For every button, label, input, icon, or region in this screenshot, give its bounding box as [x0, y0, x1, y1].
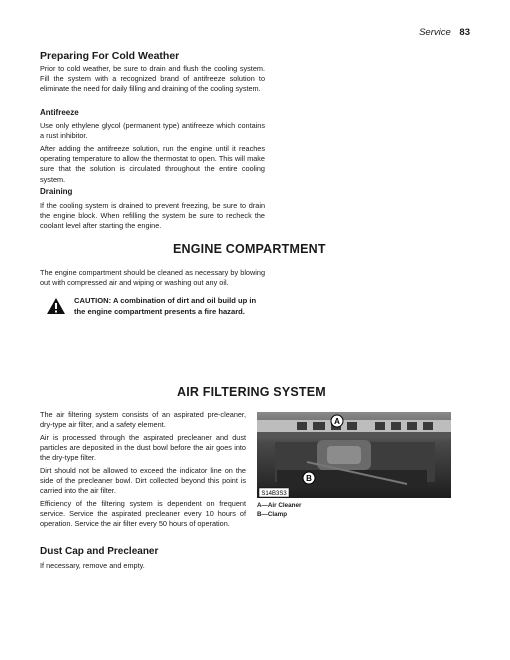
page-header — [419, 27, 470, 38]
air-filtering-paragraph-1: The air filtering system consists of an aspirated pre-cleaner, dry-type air filter, and a safety element. — [40, 410, 246, 430]
air-filtering-heading: AIR FILTERING SYSTEM — [177, 385, 326, 399]
antifreeze-heading: Antifreeze — [40, 108, 79, 117]
draining-heading: Draining — [40, 187, 73, 196]
draining-paragraph: If the cooling system is drained to prevent freezing, be sure to drain the engine block. When refilling the system be sure to recheck the coolant level after starting the engine. — [40, 201, 265, 231]
air-filtering-paragraph-2: Air is processed through the aspirated precleaner and dust particles are deposited in the dust bowl before the air goes into the dry-type filter. — [40, 433, 246, 463]
image-id: S14B3S3 — [261, 491, 287, 497]
caption-clamp: B—Clamp — [257, 511, 288, 518]
engine-compartment-paragraph: The engine compartment should be cleaned as necessary by blowing out with compressed air and wiping or washing out any oil. — [40, 268, 265, 288]
callout-a-label: A — [334, 417, 340, 426]
air-filtering-paragraph-4: Efficiency of the filtering system is dependent on frequent service. Service the aspirated precleaner every 10 hours of operation. Service the air filter every 50 hours of operation. — [40, 499, 246, 529]
caption-air-cleaner: A—Air Cleaner — [257, 502, 302, 509]
antifreeze-paragraph-1: Use only ethylene glycol (permanent type) antifreeze which contains a rust inhibitor. — [40, 121, 265, 141]
warning-icon — [47, 298, 65, 314]
air-cleaner-photo — [257, 412, 451, 498]
antifreeze-paragraph-2: After adding the antifreeze solution, run the engine until it reaches operating temperature to allow the thermostat to open. This will make sure that the solution is circulated throughout the entire cooling system. — [40, 144, 265, 184]
cold-weather-intro: Prior to cold weather, be sure to drain and flush the cooling system. Fill the system with a recognized brand of antifreeze solution to eliminate the need for daily filling and draining of the cooling system. — [40, 64, 265, 94]
caution-notice: CAUTION: A combination of dirt and oil build up in the engine compartment presents a fire hazard. — [74, 296, 257, 316]
air-filtering-paragraph-3: Dirt should not be allowed to exceed the indicator line on the side of the precleaner bowl. Dirt collected beyond this point is carried into the air filter. — [40, 466, 246, 496]
callout-b-label: B — [306, 474, 312, 483]
dust-cap-paragraph: If necessary, remove and empty. — [40, 561, 145, 570]
engine-compartment-heading: ENGINE COMPARTMENT — [173, 242, 326, 256]
page-number: 83 — [459, 27, 470, 38]
dust-cap-heading: Dust Cap and Precleaner — [40, 546, 159, 557]
section-name: Service — [419, 27, 451, 38]
cold-weather-heading: Preparing For Cold Weather — [40, 50, 180, 62]
